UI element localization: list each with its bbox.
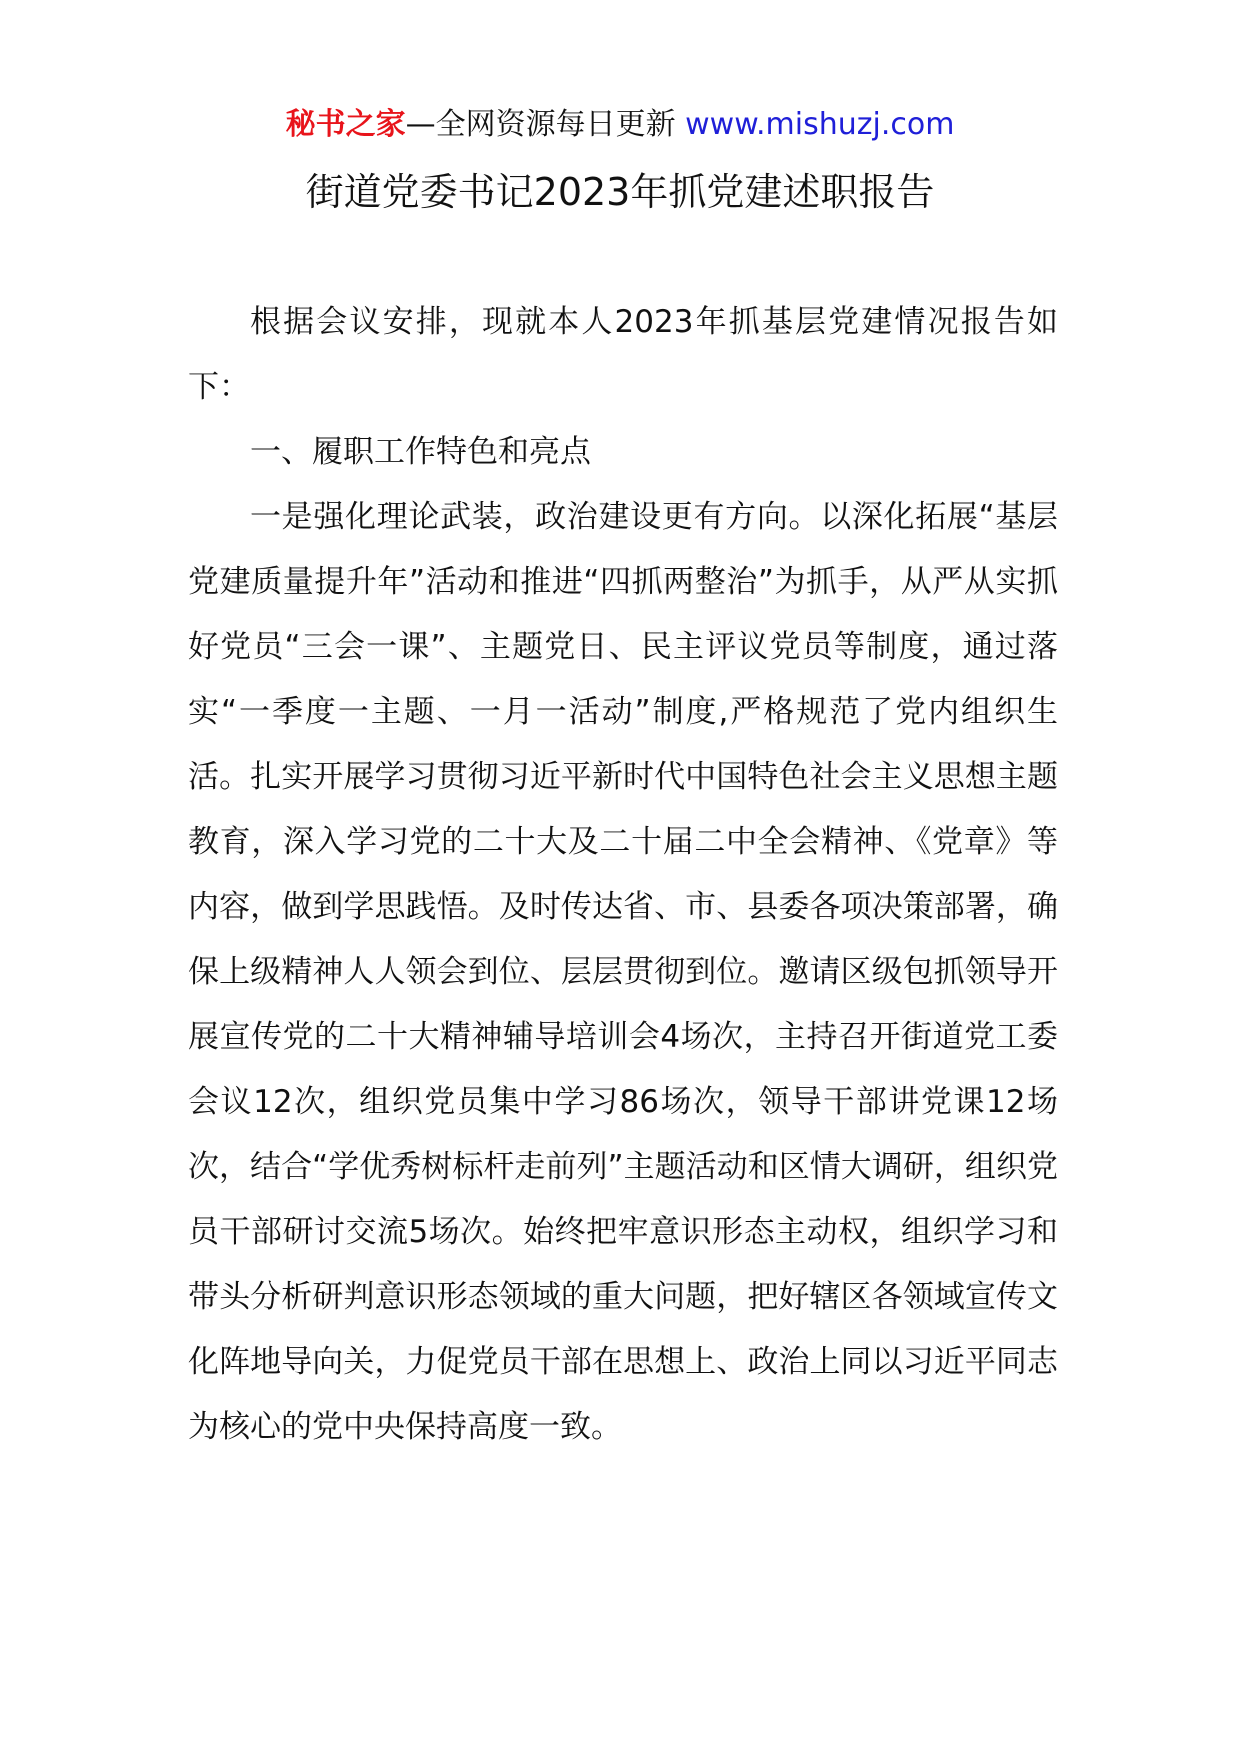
body-paragraph: 一是强化理论武装，政治建设更有方向。以深化拓展“基层党建质量提升年”活动和推进“四抓两整治”为抓手，从严从实抓好党员“三会一课”、主题党日、民主评议党员等制度，通过落实“一季度一主题、一月一活动”制度,严格规范了党内组织生活。扎实开展学习贯彻习近平新时代中国特色社会主义思想主题教育，深入学习党的二十大及二十届二中全会精神、《党章》等内容，做到学思践悟。及时传达省、市、县委各项决策部署，确保上级精神人人领会到位、层层贯彻到位。邀请区级包抓领导开展宣传党的二十大精神辅导培训会4场次，主持召开街道党工委会议12次，组织党员集中学习86场次，领导干部讲党课12场次，结合“学优秀树标杆走前列”主题活动和区情大调研，组织党员干部研讨交流5场次。始终把牢意识形态主动权，组织学习和带头分析研判意识形态领域的重大问题，把好辖区各领域宣传文化阵地导向关，力促党员干部在思想上、政治上同以习近平同志为核心的党中央保持高度一致。 [188, 499, 1058, 1445]
document-title: 街道党委书记2023年抓党建述职报告 [305, 170, 935, 214]
section-heading: 一、履职工作特色和亮点 [250, 434, 591, 470]
site-header [0, 103, 1240, 147]
site-brand: 秘书之家 [285, 107, 406, 142]
document-body [188, 290, 1058, 1460]
site-url-link[interactable]: www.mishuzj.com [685, 107, 955, 142]
site-slogan: —全网资源每日更新 [405, 107, 676, 142]
intro-paragraph: 根据会议安排，现就本人2023年抓基层党建情况报告如下： [188, 304, 1058, 405]
